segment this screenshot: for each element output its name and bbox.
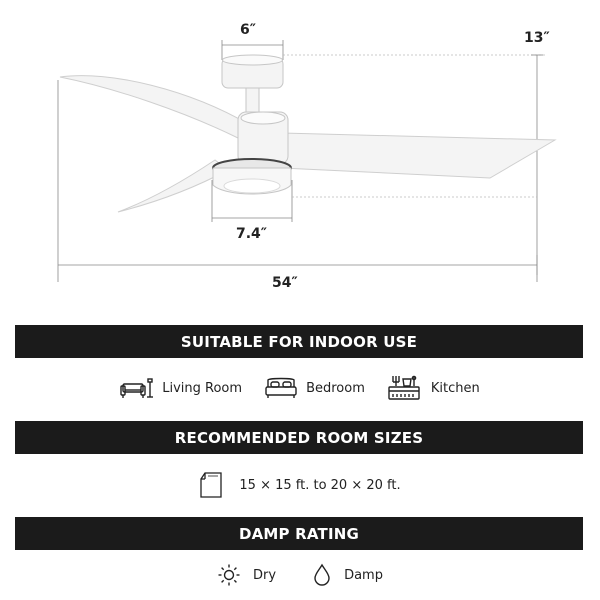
fan-blades (60, 76, 555, 212)
bed-icon (264, 375, 298, 401)
room-type-kitchen (387, 374, 480, 402)
room-type-label: Kitchen (430, 380, 480, 396)
room-size-value: 15 × 15 ft. to 20 × 20 ft. (239, 477, 401, 493)
damp-rating-banner (15, 517, 583, 550)
room-type-label: Living Room (162, 380, 243, 396)
damp-rating-damp (312, 563, 383, 587)
water-drop-icon (312, 563, 332, 587)
damp-rating-label: Damp (344, 567, 383, 583)
blade-span-label: 54″ (272, 275, 298, 291)
indoor-use-title: SUITABLE FOR INDOOR USE (180, 332, 418, 351)
room-sizes-title: RECOMMENDED ROOM SIZES (174, 428, 424, 447)
kitchen-icon (387, 374, 421, 402)
fan-blade-right (282, 133, 555, 178)
damp-rating-label: Dry (253, 567, 277, 583)
room-type-living-room (120, 375, 242, 401)
room-size-row (0, 469, 600, 501)
sofa-icon (120, 375, 154, 401)
room-area-icon (199, 471, 225, 499)
room-size-item (199, 471, 400, 499)
room-type-label: Bedroom (306, 380, 365, 396)
damp-rating-title: DAMP RATING (238, 524, 360, 543)
light-lens (224, 179, 280, 193)
light-width-label: 7.4″ (236, 226, 268, 242)
room-type-bedroom (264, 375, 365, 401)
room-types-row (0, 372, 600, 404)
sun-icon (217, 563, 241, 587)
fan-blade-left-lower (118, 160, 228, 212)
room-sizes-banner (15, 421, 583, 454)
damp-rating-dry (217, 563, 276, 587)
canopy-width-label: 6″ (240, 22, 256, 38)
damp-rating-row (0, 560, 600, 590)
downrod (246, 88, 259, 114)
height-label: 13″ (524, 30, 550, 46)
indoor-use-banner (15, 325, 583, 358)
fan-blade-left-upper (60, 76, 250, 138)
